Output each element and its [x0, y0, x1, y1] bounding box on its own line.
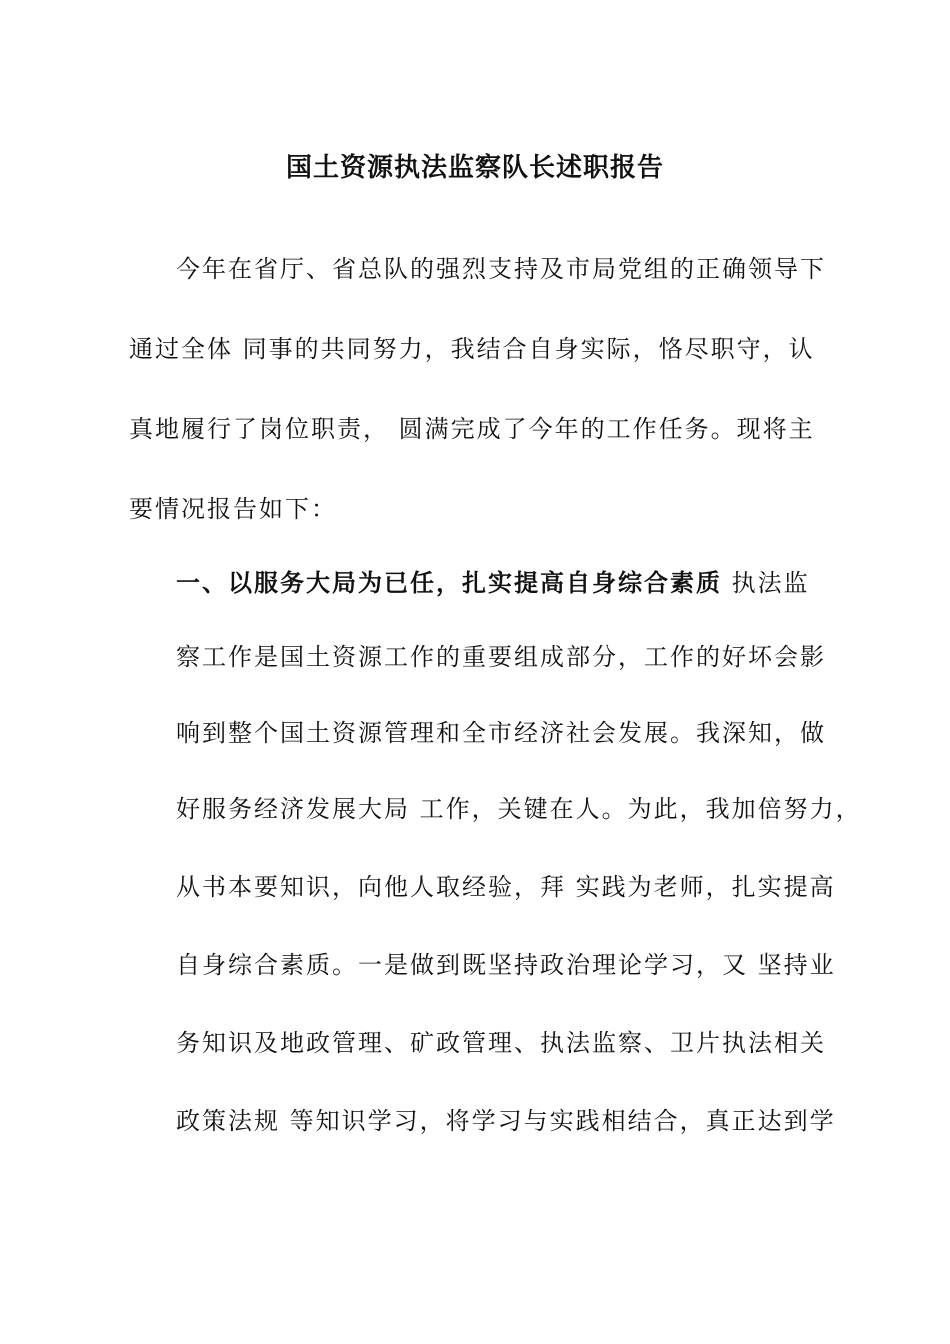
document-title: 国土资源执法监察队长述职报告 [285, 153, 664, 183]
section-1-line-4: 从书本要知识，向他人取经验，拜 实践为老师，扎实提高 [176, 873, 836, 901]
section-1-line-2: 响到整个国土资源管理和全市经济社会发展。我深知，做 [176, 719, 826, 747]
section-1-line-7: 政策法规 等知识学习，将学习与实践相结合，真正达到学 [176, 1107, 836, 1135]
paragraph-line-2: 通过全体 同事的共同努力，我结合自身实际，恪尽职守，认 [129, 335, 815, 363]
section-1-line-6: 务知识及地政管理、矿政管理、执法监察、卫片执法相关 [176, 1029, 826, 1057]
section-1-line-5: 自身综合素质。一是做到既坚持政治理论学习，又 坚持业 [176, 951, 836, 979]
paragraph-line-1: 今年在省厅、省总队的强烈支持及市局党组的正确领导下 [176, 255, 826, 283]
paragraph-line-3: 真地履行了岗位职责， 圆满完成了今年的工作任务。现将主 [129, 415, 815, 443]
paragraph-line-4: 要情况报告如下： [129, 495, 337, 523]
section-1-lead-text: 执法监 [722, 569, 810, 597]
section-1-line-3: 好服务经济发展大局 工作，关键在人。为此，我加倍努力， [176, 795, 862, 823]
section-1-line-1: 察工作是国土资源工作的重要组成部分，工作的好坏会影 [176, 643, 826, 671]
section-1-heading-line [176, 566, 810, 600]
section-1-heading: 一、以服务大局为已任，扎实提高自身综合素质 [176, 569, 722, 597]
